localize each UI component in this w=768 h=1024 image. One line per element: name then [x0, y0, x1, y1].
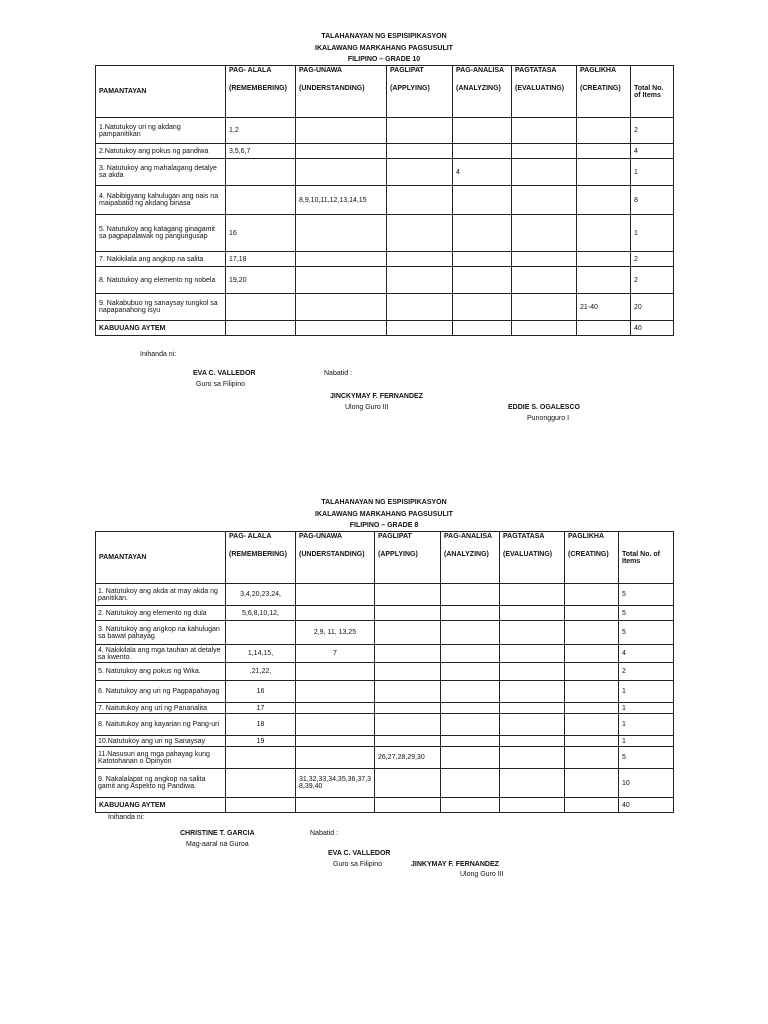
doc2-pamantayan-cell: 4. Nakikilala ang mga tauhan at detalye sa kwento. [96, 645, 226, 663]
doc2-noted2-name: JINKYMAY F. FERNANDEZ [411, 861, 499, 868]
doc1-cell [296, 294, 387, 321]
doc1-preparer-name: EVA C. VALLEDOR [193, 370, 256, 377]
doc2-header-row [96, 532, 674, 584]
table-row [96, 769, 674, 798]
doc2-cell [296, 736, 375, 747]
doc2-cell [226, 769, 296, 798]
doc1-kabuuan-total: 40 [631, 321, 674, 336]
doc2-cell [565, 736, 619, 747]
doc2-cell [296, 714, 375, 736]
doc2-cell [565, 769, 619, 798]
table-row [96, 252, 674, 267]
doc1-nabatid: Nabatid : [324, 370, 353, 377]
doc2-cell [375, 584, 441, 606]
doc1-cell [577, 186, 631, 215]
doc2-col-total: Total No. of Items [619, 532, 674, 584]
doc2-cell [375, 736, 441, 747]
doc2-col-likha: PAGLIKHA [568, 533, 605, 540]
doc2-pamantayan-cell: 6. Natutukoy ang uri ng Pagpapahayag [96, 681, 226, 703]
doc2-total-cell: 1 [619, 714, 674, 736]
doc2-cell [565, 703, 619, 714]
doc1-cell [226, 186, 296, 215]
doc1-col-lipat: PAGLIPAT [390, 67, 424, 74]
doc2-pamantayan-cell: 2. Natutukoy ang elemento ng dula [96, 606, 226, 621]
doc2-cell [296, 663, 375, 681]
doc1-cell: 19,20 [226, 267, 296, 294]
doc1-pamantayan-cell: 8. Natutukoy ang elemento ng nobela [96, 267, 226, 294]
doc2-cell [441, 663, 500, 681]
doc1-total-cell: 4 [631, 144, 674, 159]
doc1-cell [296, 215, 387, 252]
doc1-cell: 1,2 [226, 118, 296, 144]
doc2-noted1-role: Guro sa Filipino [333, 861, 383, 868]
doc2-cell [441, 714, 500, 736]
table-row [96, 736, 674, 747]
doc2-preparer-role: Mag-aaral na Guroa [186, 841, 249, 848]
doc1-cell: 8,9,10,11,12,13,14,15 [296, 186, 387, 215]
doc1-total-cell: 8 [631, 186, 674, 215]
doc2-cell [565, 645, 619, 663]
doc1-noted2-name: EDDIE S. OGALESCO [508, 404, 580, 411]
doc2-cell [441, 681, 500, 703]
doc1-cell [512, 186, 577, 215]
doc2-cell: 16 [226, 681, 296, 703]
doc2-cell: 19 [226, 736, 296, 747]
doc2-cell [296, 606, 375, 621]
doc2-cell [565, 606, 619, 621]
doc1-cell: 4 [453, 159, 512, 186]
doc1-col-alala: PAG- ALALA [229, 67, 272, 74]
doc2-cell [441, 606, 500, 621]
doc2-cell: 2,9, 11, 13,25 [296, 621, 375, 645]
doc1-header-row [96, 66, 674, 118]
doc2-cell [296, 681, 375, 703]
doc1-cell: 16 [226, 215, 296, 252]
doc1-cell [296, 144, 387, 159]
doc1-col-tatasa: PAGTATASA [515, 67, 557, 74]
doc2-cell [375, 663, 441, 681]
doc1-col-pamantayan: PAMANTAYAN [96, 66, 226, 118]
doc1-cell [387, 159, 453, 186]
doc2-cell: 7 [296, 645, 375, 663]
doc1-cell [296, 252, 387, 267]
doc2-cell [565, 747, 619, 769]
table-row [96, 645, 674, 663]
doc2-total-row [96, 798, 674, 813]
table-row [96, 747, 674, 769]
doc1-cell [387, 186, 453, 215]
doc2-cell [500, 703, 565, 714]
doc2-pamantayan-cell: 9. Nakalalapat ng angkop na salita gamit ang Aspekto ng Pandiwa. [96, 769, 226, 798]
doc2-cell [500, 621, 565, 645]
doc2-col-likha-en: (CREATING) [568, 551, 609, 558]
doc1-cell [387, 118, 453, 144]
doc1-title-2: IKALAWANG MARKAHANG PAGSUSULIT [315, 44, 453, 52]
doc2-total-cell: 5 [619, 747, 674, 769]
table-row [96, 267, 674, 294]
doc2-col-alala-en: (REMEMBERING) [229, 551, 287, 558]
doc2-col-analisa-en: (ANALYZING) [444, 551, 489, 558]
doc1-col-unawa-en: (UNDERSTANDING) [299, 85, 365, 92]
doc2-pamantayan-cell: 7. Naitutukoy ang uri ng Pananalita [96, 703, 226, 714]
doc2-cell [565, 663, 619, 681]
doc2-cell [441, 645, 500, 663]
doc2-cell [375, 714, 441, 736]
doc1-preparer-role: Guro sa Filipino [196, 381, 246, 388]
doc2-cell [565, 681, 619, 703]
doc2-cell [375, 769, 441, 798]
doc2-total-cell: 5 [619, 606, 674, 621]
table-row [96, 294, 674, 321]
doc2-cell: 18 [226, 714, 296, 736]
doc2-pamantayan-cell: 8. Naitutukoy ang kayarian ng Pang-uri [96, 714, 226, 736]
doc2-cell [375, 681, 441, 703]
doc2-cell: 3,4,20,23,24, [226, 584, 296, 606]
doc1-cell [296, 118, 387, 144]
doc2-col-lipat: PAGLIPAT [378, 533, 412, 540]
doc2-cell: 31,32,33,34,35,36,37,38,39,40 [296, 769, 375, 798]
doc1-pamantayan-cell: 9. Nakabubuo ng sanaysay tungkol sa napapanahong isyu [96, 294, 226, 321]
doc1-pamantayan-cell: 1.Natutukoy uri ng akdang pampanitikan [96, 118, 226, 144]
doc1-cell [226, 159, 296, 186]
doc2-kabuuan-label: KABUUANG AYTEM [96, 798, 226, 813]
doc1-col-analisa: PAG-ANALISA [456, 67, 505, 74]
doc1-cell [453, 252, 512, 267]
doc1-kabuuan-label: KABUUANG AYTEM [96, 321, 226, 336]
doc2-total-cell: 1 [619, 736, 674, 747]
doc1-cell [226, 294, 296, 321]
doc1-pamantayan-cell: 3. Natutukoy ang mahalagang detalye sa akda [96, 159, 226, 186]
doc1-cell [512, 215, 577, 252]
doc1-col-analisa-en: (ANALYZING) [456, 85, 501, 92]
doc2-total-cell: 1 [619, 703, 674, 714]
doc2-title-1: TALAHANAYAN NG ESPISIPIKASYON [321, 499, 447, 506]
doc1-col-tatasa-en: (EVALUATING) [515, 85, 565, 92]
doc1-cell [577, 267, 631, 294]
doc2-cell: 1,14,15, [226, 645, 296, 663]
doc1-header [95, 31, 673, 66]
table-row [96, 681, 674, 703]
doc2-cell [375, 621, 441, 645]
doc2-cell: ,21,22, [226, 663, 296, 681]
doc1-cell [453, 144, 512, 159]
doc1-pamantayan-cell: 2.Natutukoy ang pokus ng pandiwa [96, 144, 226, 159]
doc1-pamantayan-cell: 5. Natutukoy ang katagang ginagamit sa pagpapalawak ng pangungusap [96, 215, 226, 252]
doc2-cell [441, 703, 500, 714]
doc2-pamantayan-cell: 5. Natutukoy ang pokus ng Wika. [96, 663, 226, 681]
doc2-cell [441, 584, 500, 606]
doc1-noted2-role: Punongguro I [527, 415, 570, 422]
doc2-col-alala: PAG- ALALA [229, 533, 272, 540]
doc1-cell [387, 294, 453, 321]
doc1-cell [577, 118, 631, 144]
doc2-title-2: IKALAWANG MARKAHANG PAGSUSULIT [315, 510, 453, 518]
doc1-cell [453, 118, 512, 144]
doc2-cell [500, 736, 565, 747]
doc1-cell [296, 159, 387, 186]
doc1-cell [453, 215, 512, 252]
doc1-total-cell: 2 [631, 267, 674, 294]
doc1-cell [387, 252, 453, 267]
doc2-total-cell: 5 [619, 584, 674, 606]
doc1-cell [577, 215, 631, 252]
doc1-cell [453, 186, 512, 215]
doc2-nabatid: Nabatid : [310, 830, 339, 837]
doc1-total-cell: 1 [631, 215, 674, 252]
doc1-cell [453, 294, 512, 321]
table-row [96, 584, 674, 606]
doc1-col-unawa: PAG-UNAWA [299, 67, 343, 74]
doc2-cell [500, 663, 565, 681]
doc1-title-1: TALAHANAYAN NG ESPISIPIKASYON [321, 33, 447, 40]
doc2-cell [226, 747, 296, 769]
doc1-total-cell: 2 [631, 118, 674, 144]
doc1-total-cell: 20 [631, 294, 674, 321]
doc2-col-pamantayan: PAMANTAYAN [96, 532, 226, 584]
doc1-cell: 3,5,6,7 [226, 144, 296, 159]
table-row [96, 144, 674, 159]
doc2-total-cell: 10 [619, 769, 674, 798]
doc2-title-3: FILIPINO – GRADE 8 [349, 522, 419, 529]
table-row [96, 663, 674, 681]
doc1-col-total: Total No. of Items [631, 66, 674, 118]
doc2-cell [500, 769, 565, 798]
doc2-cell [296, 703, 375, 714]
doc2-cell [565, 621, 619, 645]
doc2-cell [500, 681, 565, 703]
doc1-cell: 21-40 [577, 294, 631, 321]
doc2-noted2-role: Ulong Guro III [460, 871, 504, 878]
doc2-col-tatasa: PAGTATASA [503, 533, 545, 540]
doc1-cell [577, 252, 631, 267]
doc2-cell: 17 [226, 703, 296, 714]
doc2-cell [565, 714, 619, 736]
table-row [96, 714, 674, 736]
doc2-total-cell: 2 [619, 663, 674, 681]
table-row [96, 703, 674, 714]
doc2-cell [375, 645, 441, 663]
doc1-cell: 17,18 [226, 252, 296, 267]
doc2-pamantayan-cell: 11.Nasusuri ang mga pahayag kung Katotohanan o Opinyon [96, 747, 226, 769]
doc1-cell [296, 267, 387, 294]
doc1-col-lipat-en: (APPLYING) [390, 85, 430, 92]
doc2-cell [500, 714, 565, 736]
doc2-total-cell: 1 [619, 681, 674, 703]
doc1-col-likha: PAGLIKHA [580, 67, 617, 74]
doc1-col-likha-en: (CREATING) [580, 85, 621, 92]
doc2-total-cell: 5 [619, 621, 674, 645]
doc1-noted1-name: JINCKYMAY F. FERNANDEZ [330, 393, 423, 400]
doc1-cell [453, 267, 512, 294]
doc2-kabuuan-total: 40 [619, 798, 674, 813]
doc1-noted1-role: Ulong Guro III [345, 404, 389, 411]
doc2-cell [441, 747, 500, 769]
table-row [96, 215, 674, 252]
doc2-header [95, 497, 673, 532]
doc2-cell [441, 621, 500, 645]
doc2-cell [500, 645, 565, 663]
doc2-cell [441, 736, 500, 747]
doc2-col-unawa-en: (UNDERSTANDING) [299, 551, 365, 558]
doc2-cell [296, 747, 375, 769]
doc2-cell: 5,6,8,10,12, [226, 606, 296, 621]
doc2-col-lipat-en: (APPLYING) [378, 551, 418, 558]
doc2-cell [500, 606, 565, 621]
doc2-spec-table [95, 531, 674, 813]
doc1-pamantayan-cell: 4. Nabibigyang kahulugan ang nais na maipabatid ng akdang binasa [96, 186, 226, 215]
doc2-total-cell: 4 [619, 645, 674, 663]
doc2-cell [226, 621, 296, 645]
doc1-inihanda: Inihanda ni: [140, 351, 177, 358]
doc2-cell [375, 606, 441, 621]
doc1-cell [512, 294, 577, 321]
doc2-cell [441, 769, 500, 798]
doc1-cell [512, 252, 577, 267]
doc2-col-tatasa-en: (EVALUATING) [503, 551, 553, 558]
doc2-cell [565, 584, 619, 606]
doc1-total-cell: 2 [631, 252, 674, 267]
doc2-cell [296, 584, 375, 606]
doc1-cell [577, 159, 631, 186]
doc2-pamantayan-cell: 3. Natutukoy ang angkop na kahulugan sa bawat pahayag [96, 621, 226, 645]
doc2-preparer-name: CHRISTINE T. GARCIA [180, 830, 255, 837]
doc1-cell [387, 144, 453, 159]
table-row [96, 159, 674, 186]
doc1-cell [387, 215, 453, 252]
doc2-col-analisa: PAG-ANALISA [444, 533, 493, 540]
doc1-spec-table [95, 65, 674, 336]
doc1-cell [577, 144, 631, 159]
doc2-cell [500, 747, 565, 769]
doc1-cell [512, 118, 577, 144]
doc1-title-3: FILIPINO – GRADE 10 [347, 56, 421, 63]
doc2-cell [500, 584, 565, 606]
doc1-total-cell: 1 [631, 159, 674, 186]
doc2-pamantayan-cell: 10.Natutukoy ang uri ng Sanaysay [96, 736, 226, 747]
doc2-inihanda: Inihanda ni: [108, 814, 145, 821]
table-row [96, 621, 674, 645]
doc2-noted1-name: EVA C. VALLEDOR [328, 850, 391, 857]
doc2-pamantayan-cell: 1. Natutukoy ang akda at may akda ng panitikan. [96, 584, 226, 606]
doc2-cell: 26,27,28,29,30 [375, 747, 441, 769]
doc2-cell [375, 703, 441, 714]
table-row [96, 118, 674, 144]
doc1-col-alala-en: (REMEMBERING) [229, 85, 287, 92]
doc1-total-row [96, 321, 674, 336]
doc1-pamantayan-cell: 7. Nakikilala ang angkop na salita [96, 252, 226, 267]
doc2-col-unawa: PAG-UNAWA [299, 533, 343, 540]
doc1-cell [387, 267, 453, 294]
doc1-cell [512, 267, 577, 294]
table-row [96, 186, 674, 215]
doc1-cell [512, 159, 577, 186]
table-row [96, 606, 674, 621]
doc1-cell [512, 144, 577, 159]
